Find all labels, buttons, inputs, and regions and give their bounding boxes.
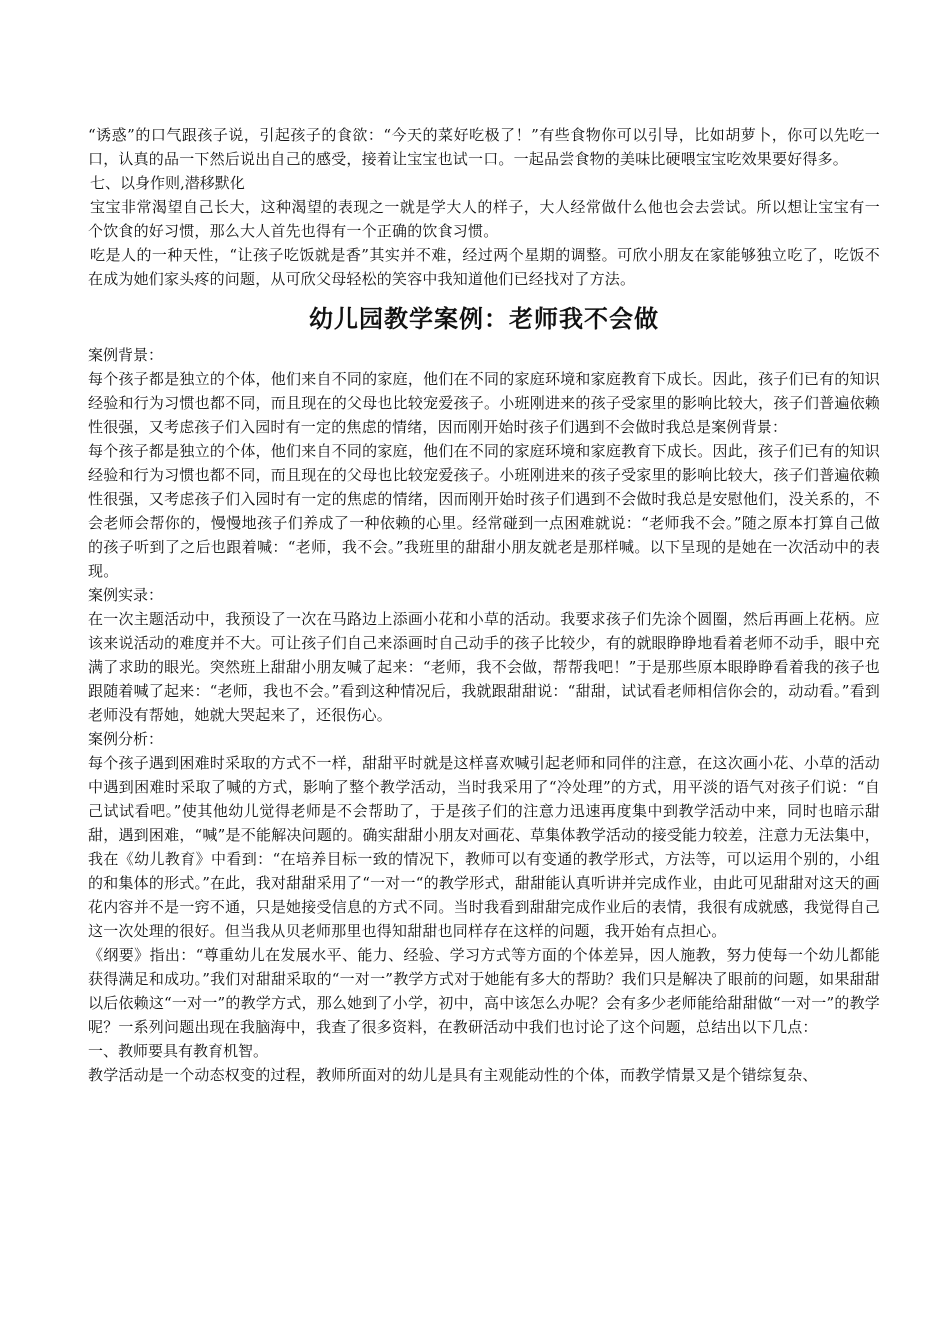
heading-lead-by-example: 七、以身作则,潜移默化 — [90, 174, 245, 192]
paragraph-point-1: 教学活动是一个动态权变的过程，教师所面对的幼儿是具有主观能动性的个体，而教学情景又是个错综复杂、 — [88, 1066, 818, 1084]
paragraph-analysis-2: 《纲要》指出：“尊重幼儿在发展水平、能力、经验、学习方式等方面的个体差异，因人施教，努力使每一个幼儿都能获得满足和成功。”我们对甜甜采取的“一对一”教学方式对于她能有多大的帮助？我们只是解决了眼前的问题，如果甜甜以后依赖这“一对一”的教学方式，那么她到了小学，初中，高中该怎么办呢？会有多少老师能给甜甜做“一对一”的教学呢？一系列问题出现在我脑海中，我查了很多资料，在教研活动中我们也讨论了这个问题，总结出以下几点： — [88, 946, 880, 1036]
paragraph-background-1: 每个孩子都是独立的个体，他们来自不同的家庭，他们在不同的家庭环境和家庭教育下成长。因此，孩子们已有的知识经验和行为习惯也都不同，而且现在的父母也比较宠爱孩子。小班刚进来的孩子受家里的影响比较大，孩子们普遍依赖性很强，又考虑孩子们入园时有一定的焦虑的情绪，因而刚开始时孩子们遇到不会做时我总是案例背景： — [88, 370, 880, 436]
paragraph-imitate-adults: 宝宝非常渴望自己长大，这种渴望的表现之一就是学大人的样子，大人经常做什么他也会去尝试。所以想让宝宝有一个饮食的好习惯，那么大人首先也得有一个正确的饮食习惯。 — [88, 198, 880, 240]
page-title: 幼儿园教学案例：老师我不会做 — [309, 304, 659, 333]
paragraph-record: 在一次主题活动中，我预设了一次在马路边上添画小花和小草的活动。我要求孩子们先涂个圆圈，然后再画上花柄。应该来说活动的难度并不大。可让孩子们自己来添画时自己动手的孩子比较少，有的就眼睁睁地看着老师不动手，眼中充满了求助的眼光。突然班上甜甜小朋友喊了起来：“老师，我不会做，帮帮我吧！”于是那些原本眼睁睁看着我的孩子也跟随着喊了起来：“老师，我也不会。”看到这种情况后，我就跟甜甜说：“甜甜，试试看老师相信你会的，动动看。”看到老师没有帮她，她就大哭起来了，还很伤心。 — [88, 610, 880, 724]
paragraph-analysis-1: 每个孩子遇到困难时采取的方式不一样，甜甜平时就是这样喜欢喊引起老师和同伴的注意，在这次画小花、小草的活动中遇到困难时采取了喊的方式，影响了整个教学活动，当时我采用了“冷处理”的方式，用平淡的语气对孩子们说：“自己试试看吧。”使其他幼儿觉得老师是不会帮助了，于是孩子们的注意力迅速再度集中到教学活动中来，同时也暗示甜甜，遇到困难，“喊”是不能解决问题的。确实甜甜小朋友对画花、草集体教学活动的接受能力较差，注意力无法集中，我在《幼儿教育》中看到：“在培养目标一致的情况下，教师可以有变通的教学形式，方法等，可以运用个别的，小组的和集体的形式。”在此，我对甜甜采用了“一对一“的教学形式，甜甜能认真听讲并完成作业，由此可见甜甜对这天的画花内容并不是一窍不通，只是她接受信息的方式不同。当时我看到甜甜完成作业后的表情，我很有成就感，我觉得自己这一次处理的很好。但当我从贝老师那里也得知甜甜也同样存在这样的问题，我开始有点担心。 — [88, 754, 880, 940]
section-analysis-label: 案例分析： — [88, 730, 164, 748]
paragraph-background-2: 每个孩子都是独立的个体，他们来自不同的家庭，他们在不同的家庭环境和家庭教育下成长。因此，孩子们已有的知识经验和行为习惯也都不同，而且现在的父母也比较宠爱孩子。小班刚进来的孩子受家里的影响比较大，孩子们普遍依赖性很强，又考虑孩子们入园时有一定的焦虑的情绪，因而刚开始时孩子们遇到不会做时我总是安慰他们，没关系的，不会老师会帮你的，慢慢地孩子们养成了一种依赖的心里。经常碰到一点困难就说：“老师我不会。”随之原本打算自己做的孩子听到了之后也跟着喊：“老师，我不会。”我班里的甜甜小朋友就老是那样喊。以下呈现的是她在一次活动中的表现。 — [88, 442, 880, 580]
paragraph-food-tempt: “诱惑”的口气跟孩子说，引起孩子的食欲：“今天的菜好吃极了！”有些食物你可以引导，比如胡萝卜，你可以先吃一口，认真的品一下然后说出自己的感受，接着让宝宝也试一口。一起品尝食物的美味比硬喂宝宝吃效果要好得多。 — [88, 126, 880, 168]
section-record-label: 案例实录： — [88, 586, 164, 604]
point-1-heading: 一、教师要具有教育机智。 — [88, 1042, 269, 1060]
section-background-label: 案例背景： — [88, 346, 164, 364]
paragraph-eating-nature: 吃是人的一种天性，“让孩子吃饭就是香”其实并不难，经过两个星期的调整。可欣小朋友在家能够独立吃了，吃饭不在成为她们家头疼的问题，从可欣父母轻松的笑容中我知道他们已经找对了方法。 — [88, 246, 880, 288]
